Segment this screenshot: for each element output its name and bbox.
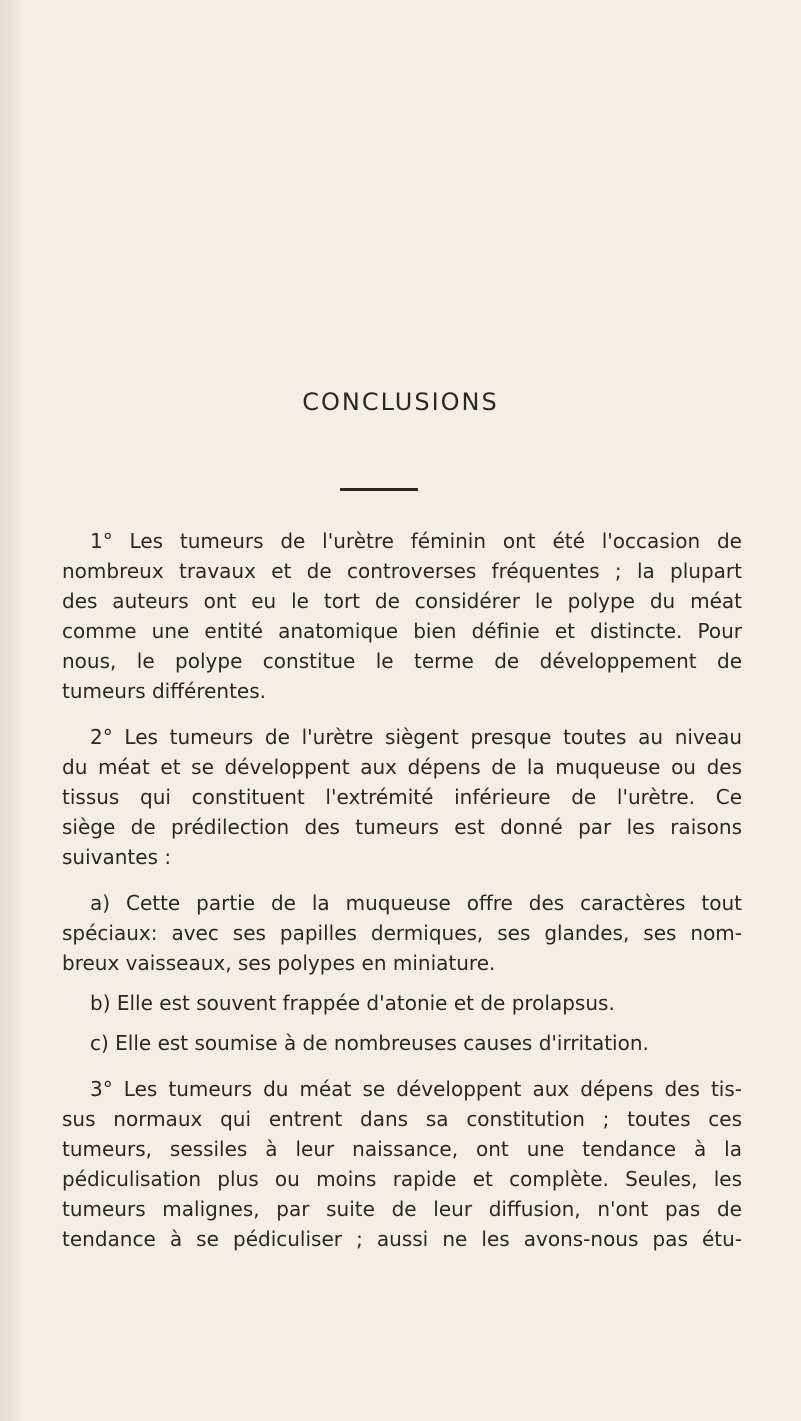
paragraph-2	[62, 722, 742, 872]
text-line: nombreux travaux et de controverses fréquentes ; la plupart	[62, 559, 742, 583]
paragraph-6	[62, 1074, 742, 1254]
page-title: CONCLUSIONS	[302, 388, 499, 417]
text-line: breux vaisseaux, ses polypes en miniature.	[62, 951, 496, 975]
text-line: c) Elle est soumise à de nombreuses causes d'irritation.	[90, 1031, 649, 1055]
text-line: comme une entité anatomique bien définie et distincte. Pour	[62, 619, 742, 643]
paragraph-4	[62, 988, 742, 1018]
text-line: 1° Les tumeurs de l'urètre féminin ont été l'occasion de	[90, 529, 742, 553]
page-edge	[0, 0, 24, 1421]
text-line: nous, le polype constitue le terme de développement de	[62, 649, 742, 673]
text-line: tumeurs malignes, par suite de leur diffusion, n'ont pas de	[62, 1197, 742, 1221]
text-line: sus normaux qui entrent dans sa constitution ; toutes ces	[62, 1107, 742, 1131]
title-rule	[340, 488, 418, 491]
document-body	[62, 526, 742, 1254]
text-line: 2° Les tumeurs de l'urètre siègent presque toutes au niveau	[90, 725, 742, 749]
paragraph-3	[62, 888, 742, 978]
paragraph-1	[62, 526, 742, 706]
text-line: tumeurs différentes.	[62, 679, 267, 703]
text-line: tendance à se pédiculiser ; aussi ne les avons-nous pas étu-	[62, 1227, 742, 1251]
text-line: spéciaux: avec ses papilles dermiques, ses glandes, ses nom-	[62, 921, 742, 945]
text-line: 3° Les tumeurs du méat se développent aux dépens des tis-	[90, 1077, 742, 1101]
text-line: du méat et se développent aux dépens de la muqueuse ou des	[62, 755, 742, 779]
paragraph-5	[62, 1028, 742, 1058]
text-line: pédiculisation plus ou moins rapide et complète. Seules, les	[62, 1167, 742, 1191]
text-line: des auteurs ont eu le tort de considérer le polype du méat	[62, 589, 742, 613]
text-line: a) Cette partie de la muqueuse offre des caractères tout	[90, 891, 742, 915]
text-line: tissus qui constituent l'extrémité inférieure de l'urètre. Ce	[62, 785, 742, 809]
text-line: suivantes :	[62, 845, 172, 869]
text-line: siège de prédilection des tumeurs est donné par les raisons	[62, 815, 742, 839]
text-line: b) Elle est souvent frappée d'atonie et de prolapsus.	[90, 991, 615, 1015]
text-line: tumeurs, sessiles à leur naissance, ont une tendance à la	[62, 1137, 742, 1161]
